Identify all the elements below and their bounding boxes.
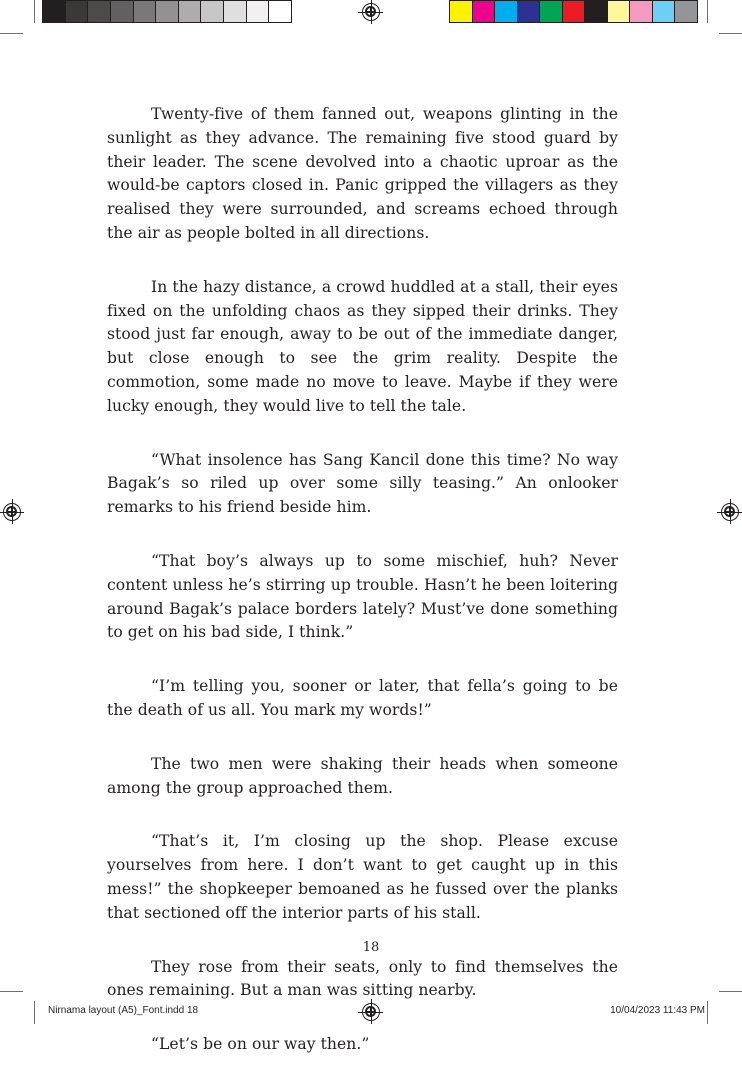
process-color-bar	[449, 0, 698, 23]
crop-mark-bottom-left-h	[0, 991, 23, 992]
color-swatch	[585, 1, 608, 22]
color-swatch	[179, 1, 202, 22]
color-swatch	[134, 1, 157, 22]
slug-file-name: Nirnama layout (A5)_Font.indd 18	[48, 1005, 199, 1016]
slug-datetime: 10/04/2023 11:43 PM	[610, 1005, 705, 1016]
color-swatch	[495, 1, 518, 22]
color-swatch	[563, 1, 586, 22]
paragraph: The two men were shaking their heads when someone among the group approached them.	[107, 754, 618, 797]
registration-mark-right-icon	[721, 503, 739, 521]
registration-mark-top-icon	[362, 3, 380, 21]
crop-mark-top-right	[707, 0, 708, 23]
color-swatch	[630, 1, 653, 22]
page-number: 18	[362, 940, 380, 955]
color-swatch	[156, 1, 179, 22]
paragraph: Twenty-five of them fanned out, weapons glinting in the sunlight as they advance. The remaining five stood guard by their leader. The scene devolved into a chaotic uproar as the would-be captors closed in. Panic gripped the villagers as they realised they were surrounded, and screams echoed through the air as people bolted in all directions.	[107, 105, 618, 242]
color-swatch	[66, 1, 89, 22]
color-swatch	[653, 1, 676, 22]
color-swatch	[111, 1, 134, 22]
paragraph: “I’m telling you, sooner or later, that fella’s going to be the death of us all. You mark my words!”	[107, 677, 618, 719]
grayscale-color-bar	[42, 0, 292, 23]
paragraph: “That’s it, I’m closing up the shop. Please excuse yourselves from here. I don’t want to get caught up in this mess!” the shopkeeper bemoaned as he fussed over the planks that sectioned off the interior parts of his stall.	[107, 832, 618, 922]
color-swatch	[201, 1, 224, 22]
color-swatch	[518, 1, 541, 22]
paragraph: “Let’s be on our way then.”	[151, 1035, 370, 1054]
color-swatch	[269, 1, 291, 22]
registration-mark-left-icon	[3, 503, 21, 521]
color-swatch	[540, 1, 563, 22]
crop-mark-top-left-h	[0, 33, 23, 34]
crop-mark-bottom-right-h	[719, 991, 742, 992]
paragraph: They rose from their seats, only to find themselves the ones remaining. But a man was sitting nearby.	[107, 957, 618, 1000]
paragraph: “What insolence has Sang Kancil done this time? No way Bagak’s so riled up over some silly teasing.” An onlooker remarks to his friend beside him.	[107, 450, 618, 517]
paragraph: “That boy’s always up to some mischief, huh? Never content unless he’s stirring up trouble. Hasn’t he been loitering around Bagak’s palace borders lately? Must’ve done something to get on his bad side, I think.”	[107, 551, 618, 642]
crop-mark-bottom-left	[34, 1001, 35, 1024]
crop-mark-top-right-h	[719, 33, 742, 34]
paragraph: In the hazy distance, a crowd huddled at a stall, their eyes fixed on the unfolding chaos as they sipped their drinks. They stood just far enough, away to be out of the immediate danger, but close enough to see the grim reality. Despite the commotion, some made no move to leave. Maybe if they were lucky enough, they would live to tell the tale.	[107, 277, 618, 415]
color-swatch	[473, 1, 496, 22]
color-swatch	[88, 1, 111, 22]
color-swatch	[675, 1, 697, 22]
color-swatch	[224, 1, 247, 22]
crop-mark-top-left	[34, 0, 35, 23]
color-swatch	[608, 1, 631, 22]
color-swatch	[43, 1, 66, 22]
color-swatch	[450, 1, 473, 22]
color-swatch	[247, 1, 270, 22]
crop-mark-bottom-right	[707, 1001, 708, 1024]
